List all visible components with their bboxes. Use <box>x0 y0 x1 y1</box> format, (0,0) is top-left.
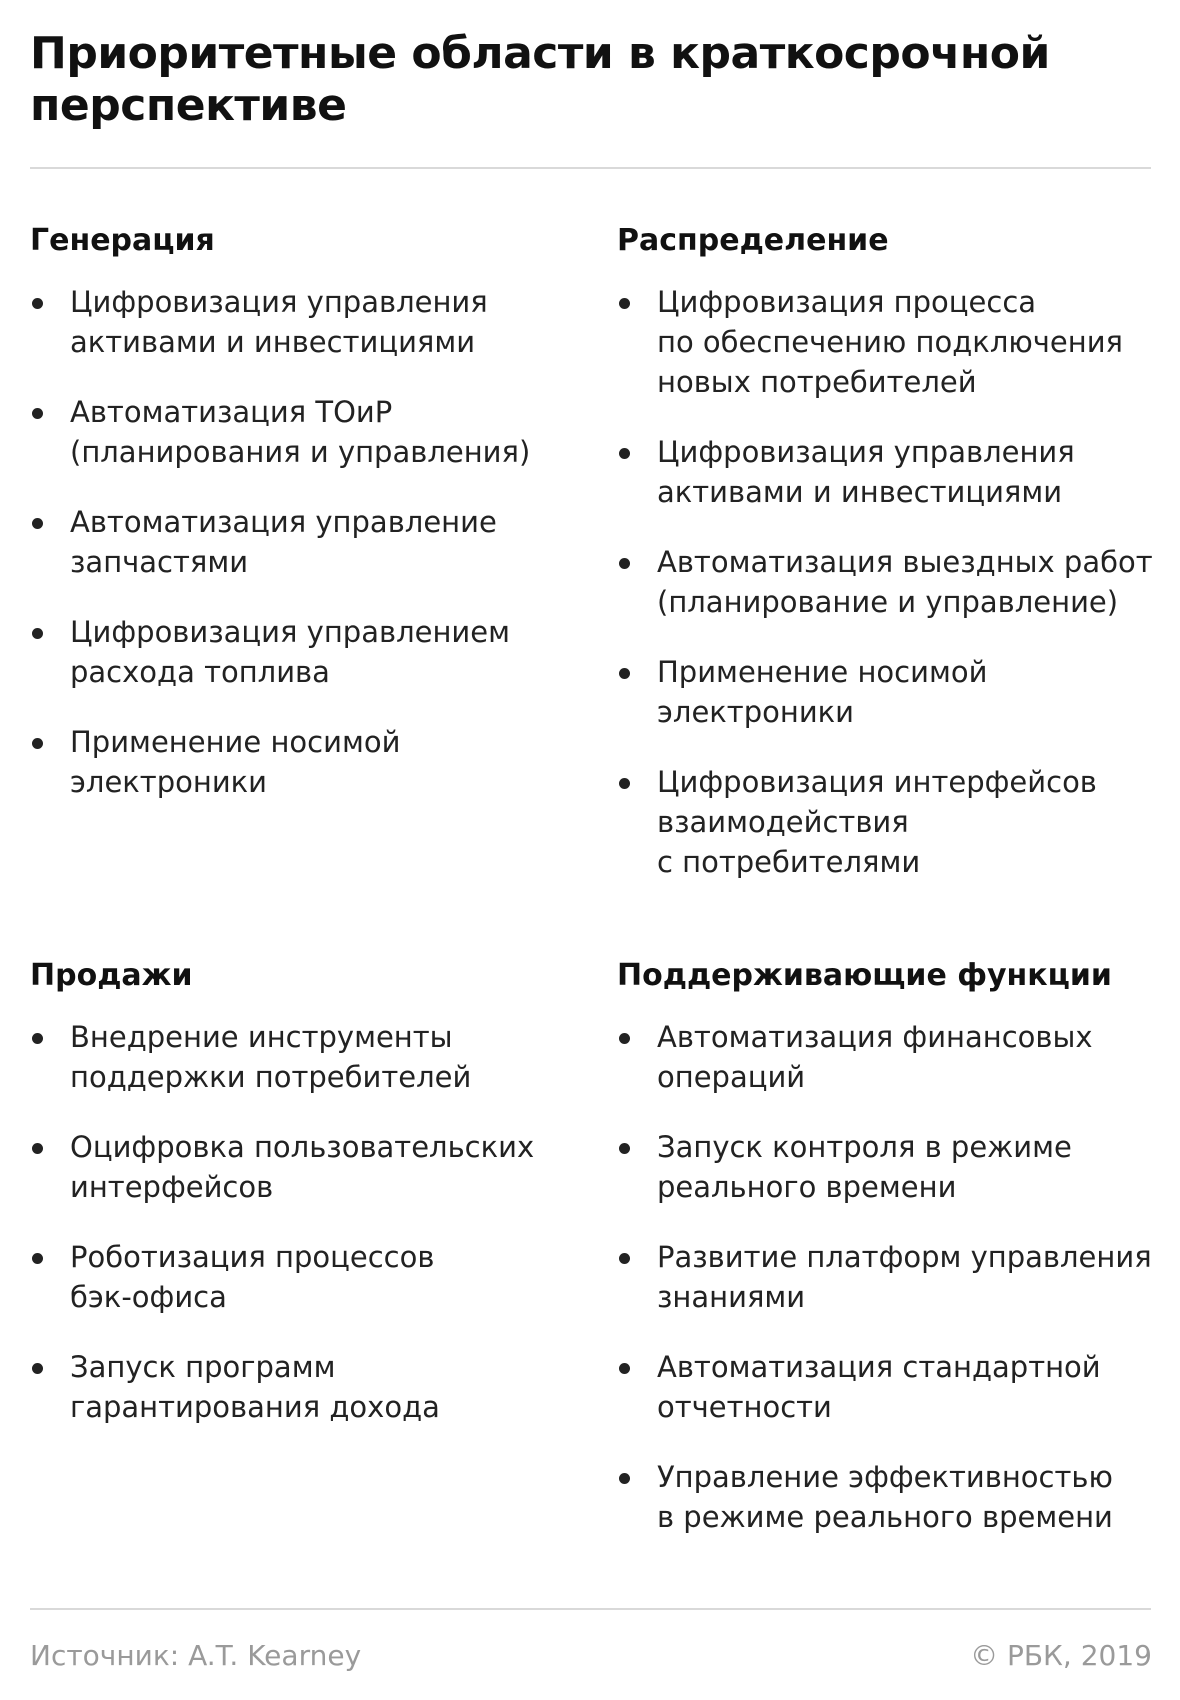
section-generation <box>30 222 590 832</box>
bullet-icon <box>619 1473 630 1484</box>
list-item: Автоматизация финансовых операций <box>617 1017 1177 1097</box>
list-item: Управление эффективностью в режиме реального времени <box>617 1457 1177 1537</box>
bullet-icon <box>619 298 630 309</box>
list-item: Внедрение инструменты поддержки потребителей <box>30 1017 590 1097</box>
section-distribution <box>617 222 1177 912</box>
bullet-icon <box>619 1033 630 1044</box>
section-heading: Генерация <box>30 223 215 258</box>
section-list <box>30 1017 590 1427</box>
bottom-divider <box>30 1608 1151 1610</box>
section-sales <box>30 957 590 1457</box>
bullet-icon <box>619 1253 630 1264</box>
copyright-note: © РБК, 2019 <box>970 1639 1152 1672</box>
list-item: Цифровизация процесса по обеспечению подключения новых потребителей <box>617 282 1177 402</box>
list-item: Цифровизация управления активами и инвестициями <box>617 432 1177 512</box>
list-item: Развитие платформ управления знаниями <box>617 1237 1177 1317</box>
section-heading: Поддерживающие функции <box>617 958 1112 993</box>
list-item: Запуск программ гарантирования дохода <box>30 1347 590 1427</box>
bullet-icon <box>619 778 630 789</box>
list-item: Применение носимой электроники <box>30 722 590 802</box>
bullet-icon <box>619 1143 630 1154</box>
bullet-icon <box>32 1033 43 1044</box>
section-support-functions <box>617 957 1177 1567</box>
section-heading: Продажи <box>30 958 193 993</box>
bullet-icon <box>32 1363 43 1374</box>
page-title: Приоритетные области в краткосрочной перспективе <box>30 28 1050 131</box>
bullet-icon <box>619 1363 630 1374</box>
section-list <box>617 282 1177 882</box>
top-divider <box>30 167 1151 169</box>
list-item: Роботизация процессов бэк-офиса <box>30 1237 590 1317</box>
bullet-icon <box>32 518 43 529</box>
list-item: Автоматизация выездных работ (планирование и управление) <box>617 542 1177 622</box>
source-note: Источник: A.T. Kearney <box>30 1639 362 1672</box>
list-item: Цифровизация управления активами и инвестициями <box>30 282 590 362</box>
list-item: Запуск контроля в режиме реального времени <box>617 1127 1177 1207</box>
bullet-icon <box>32 1143 43 1154</box>
list-item: Цифровизация интерфейсов взаимодействия с потребителями <box>617 762 1177 882</box>
list-item: Цифровизация управлением расхода топлива <box>30 612 590 692</box>
list-item: Автоматизация управление запчастями <box>30 502 590 582</box>
bullet-icon <box>619 668 630 679</box>
section-list <box>617 1017 1177 1537</box>
section-list <box>30 282 590 802</box>
section-heading: Распределение <box>617 223 889 258</box>
bullet-icon <box>32 298 43 309</box>
bullet-icon <box>619 558 630 569</box>
list-item: Автоматизация стандартной отчетности <box>617 1347 1177 1427</box>
list-item: Оцифровка пользовательских интерфейсов <box>30 1127 590 1207</box>
bullet-icon <box>32 408 43 419</box>
list-item: Применение носимой электроники <box>617 652 1177 732</box>
bullet-icon <box>32 1253 43 1264</box>
bullet-icon <box>32 738 43 749</box>
list-item: Автоматизация ТОиР (планирования и управления) <box>30 392 590 472</box>
bullet-icon <box>619 448 630 459</box>
bullet-icon <box>32 628 43 639</box>
